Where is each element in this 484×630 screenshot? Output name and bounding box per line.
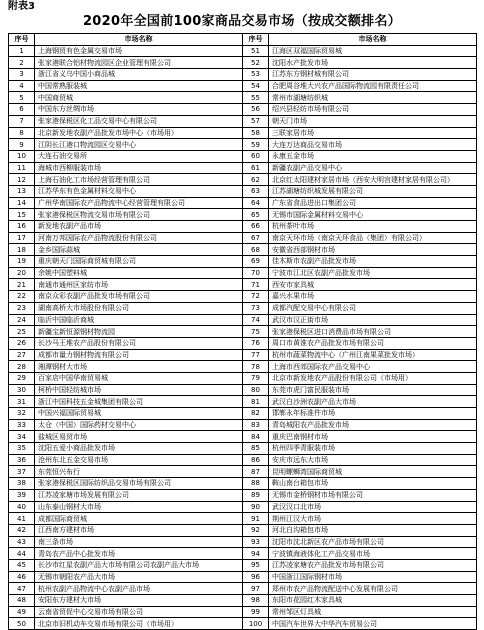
market-name: 湖南高桥大市场股份有限公司 bbox=[35, 302, 243, 314]
market-name: 昆明螺蛳湾国际商贸城 bbox=[269, 466, 477, 478]
rank-number: 100 bbox=[243, 618, 269, 630]
rank-number: 18 bbox=[9, 244, 35, 256]
rank-number: 40 bbox=[9, 501, 35, 513]
market-name: 江苏凌家塘市场发展有限公司 bbox=[35, 489, 243, 501]
market-name: 青岛农产品中心批发市场 bbox=[35, 548, 243, 560]
rank-number: 89 bbox=[243, 489, 269, 501]
rank-number: 2 bbox=[9, 57, 35, 69]
market-name: 周口市黄淮农产品批发市场有限公司 bbox=[269, 337, 477, 349]
rank-number: 91 bbox=[243, 513, 269, 525]
market-name: 金乡国际蒜城 bbox=[35, 244, 243, 256]
table-row bbox=[9, 524, 477, 536]
rank-number: 31 bbox=[9, 396, 35, 408]
market-name: 成都国际商贸城 bbox=[35, 513, 243, 525]
table-row bbox=[9, 174, 477, 186]
rank-number: 99 bbox=[243, 606, 269, 618]
table-row bbox=[9, 45, 477, 57]
market-name: 太仓（中国）国际药材交易中心 bbox=[35, 419, 243, 431]
rank-number: 69 bbox=[243, 256, 269, 268]
market-name: 郑州市农产品物流配送中心发展有限公司 bbox=[269, 583, 477, 595]
market-name: 临沂中国临沂商城 bbox=[35, 314, 243, 326]
rank-number: 98 bbox=[243, 595, 269, 607]
market-name: 杭州市蔬菜物流中心（广州江南果菜批发市场） bbox=[269, 349, 477, 361]
rank-number: 46 bbox=[9, 571, 35, 583]
table-row bbox=[9, 489, 477, 501]
column-header-no: 序号 bbox=[243, 34, 269, 46]
market-name: 宁波市江北区农副产品批发市场 bbox=[269, 267, 477, 279]
table-row bbox=[9, 314, 477, 326]
market-name: 中国兴福国际贸易城 bbox=[35, 408, 243, 420]
market-name: 云南省贸促中心交易市场有限公司 bbox=[35, 606, 243, 618]
table-row bbox=[9, 256, 477, 268]
rank-number: 76 bbox=[243, 337, 269, 349]
rank-number: 64 bbox=[243, 197, 269, 209]
market-name: 沈阳五爱小商品批发市场 bbox=[35, 443, 243, 455]
market-name: 沈阳水产批发市场 bbox=[269, 57, 477, 69]
rank-number: 79 bbox=[243, 372, 269, 384]
rank-number: 55 bbox=[243, 92, 269, 104]
market-name: 盐城区易贸市场 bbox=[35, 431, 243, 443]
rank-number: 27 bbox=[9, 349, 35, 361]
market-name: 杭州农副产品物流中心农副产品市场 bbox=[35, 583, 243, 595]
market-name: 河北白沟箱包市场 bbox=[269, 524, 477, 536]
market-name: 武汉白沙洲农副产品大市场 bbox=[269, 396, 477, 408]
rank-number: 97 bbox=[243, 583, 269, 595]
rank-number: 38 bbox=[9, 478, 35, 490]
market-name: 荆州江汉大市场 bbox=[269, 513, 477, 525]
rank-number: 92 bbox=[243, 524, 269, 536]
rank-number: 50 bbox=[9, 618, 35, 630]
market-name: 大连万达商品交易市场 bbox=[269, 139, 477, 151]
market-name: 常州市湖塘纺织城 bbox=[269, 92, 477, 104]
table-row bbox=[9, 104, 477, 116]
page-title: 2020年全国前100家商品交易市场（按成交额排名） bbox=[82, 14, 402, 29]
market-name: 北京新发地农副产品批发市场中心（市场用） bbox=[35, 127, 243, 139]
rank-number: 95 bbox=[243, 559, 269, 571]
table-row bbox=[9, 232, 477, 244]
market-name: 无锡市国际金属材料交易中心 bbox=[269, 209, 477, 221]
market-name: 成都市量力钢材物流有限公司 bbox=[35, 349, 243, 361]
table-row bbox=[9, 302, 477, 314]
rank-number: 84 bbox=[243, 431, 269, 443]
market-name: 合肥周谷堆大兴农产品国际物流园有限责任公司 bbox=[269, 80, 477, 92]
table-row bbox=[9, 150, 477, 162]
market-name: 江苏湖塘纺织城发展有限公司 bbox=[269, 185, 477, 197]
rank-number: 77 bbox=[243, 349, 269, 361]
table-row bbox=[9, 548, 477, 560]
rank-number: 7 bbox=[9, 115, 35, 127]
market-name: 新疆宝新恒源钢材物流园 bbox=[35, 326, 243, 338]
table-row bbox=[9, 466, 477, 478]
table-row bbox=[9, 69, 477, 81]
rank-number: 73 bbox=[243, 302, 269, 314]
rank-number: 78 bbox=[243, 361, 269, 373]
rank-number: 9 bbox=[9, 139, 35, 151]
table-row bbox=[9, 606, 477, 618]
market-name: 柯桥中国轻纺城市场 bbox=[35, 384, 243, 396]
table-row bbox=[9, 501, 477, 513]
market-name: 南通市通州区家纺市场 bbox=[35, 279, 243, 291]
table-row bbox=[9, 408, 477, 420]
table-row bbox=[9, 92, 477, 104]
market-name: 张家港联合铝材物流园区企业管理有限公司 bbox=[35, 57, 243, 69]
rank-number: 35 bbox=[9, 443, 35, 455]
market-name: 重庆朝天门国际商贸城有限公司 bbox=[35, 256, 243, 268]
table-row bbox=[9, 384, 477, 396]
market-name: 河南万邦国际农产品物流股份有限公司 bbox=[35, 232, 243, 244]
table-row bbox=[9, 431, 477, 443]
market-name: 江西南方建材市场 bbox=[35, 524, 243, 536]
rank-number: 75 bbox=[243, 326, 269, 338]
market-name: 嘉兴水果市场 bbox=[269, 291, 477, 303]
market-name: 沧州东北五金交易市场 bbox=[35, 454, 243, 466]
rank-number: 90 bbox=[243, 501, 269, 513]
rank-number: 67 bbox=[243, 232, 269, 244]
market-name: 湘潭钢材大市场 bbox=[35, 361, 243, 373]
table-row bbox=[9, 559, 477, 571]
rank-number: 86 bbox=[243, 454, 269, 466]
rank-number: 62 bbox=[243, 174, 269, 186]
rank-number: 14 bbox=[9, 197, 35, 209]
market-name: 广东省食品进出口集团公司 bbox=[269, 197, 477, 209]
market-name: 宁波镇海液体化工产品交易市场 bbox=[269, 548, 477, 560]
annex-label: 附表3 bbox=[8, 1, 35, 12]
rank-number: 56 bbox=[243, 104, 269, 116]
rank-number: 5 bbox=[9, 92, 35, 104]
rank-number: 65 bbox=[243, 209, 269, 221]
rank-number: 34 bbox=[9, 431, 35, 443]
rank-number: 68 bbox=[243, 244, 269, 256]
market-name: 西安市家具城 bbox=[269, 279, 477, 291]
table-row bbox=[9, 291, 477, 303]
market-name: 无锡市金桥钢材市场有限公司 bbox=[269, 489, 477, 501]
market-name: 永康五金市场 bbox=[269, 150, 477, 162]
market-name: 江苏华东有色金属材料交易中心 bbox=[35, 185, 243, 197]
rank-number: 8 bbox=[9, 127, 35, 139]
rank-number: 16 bbox=[9, 221, 35, 233]
rank-number: 30 bbox=[9, 384, 35, 396]
rank-number: 66 bbox=[243, 221, 269, 233]
rank-number: 33 bbox=[9, 419, 35, 431]
rank-number: 36 bbox=[9, 454, 35, 466]
rank-number: 28 bbox=[9, 361, 35, 373]
market-name: 北京市旧机动车交易市场有限公司（市场用） bbox=[35, 618, 243, 630]
rank-number: 60 bbox=[243, 150, 269, 162]
rank-number: 20 bbox=[9, 267, 35, 279]
rank-number: 29 bbox=[9, 372, 35, 384]
market-name: 东阳市花园红木家具城 bbox=[269, 595, 477, 607]
rank-number: 94 bbox=[243, 548, 269, 560]
market-name: 江阴长江港口物流园区交易中心 bbox=[35, 139, 243, 151]
market-name: 百家店中国华南贸易城 bbox=[35, 372, 243, 384]
market-name: 北京红太阳建材家居市场（西安大明宫建材家居有限公司） bbox=[269, 174, 477, 186]
rank-number: 1 bbox=[9, 45, 35, 57]
market-name: 中国东方丝绸市场 bbox=[35, 104, 243, 116]
ranking-table bbox=[8, 33, 477, 630]
market-name: 绍兴县轻纺市场有限公司 bbox=[269, 104, 477, 116]
market-name: 大连石油交易所 bbox=[35, 150, 243, 162]
market-name: 安徽省西部钢材市场 bbox=[269, 244, 477, 256]
table-row bbox=[9, 162, 477, 174]
column-header-name: 市场名称 bbox=[269, 34, 477, 46]
rank-number: 53 bbox=[243, 69, 269, 81]
rank-number: 6 bbox=[9, 104, 35, 116]
rank-number: 88 bbox=[243, 478, 269, 490]
market-name: 张家港保税区进口消费品市场有限公司 bbox=[269, 326, 477, 338]
market-name: 南三条市场 bbox=[35, 536, 243, 548]
rank-number: 63 bbox=[243, 185, 269, 197]
table-row bbox=[9, 571, 477, 583]
market-name: 中国常熟服装城 bbox=[35, 80, 243, 92]
rank-number: 70 bbox=[243, 267, 269, 279]
rank-number: 54 bbox=[243, 80, 269, 92]
table-row bbox=[9, 244, 477, 256]
rank-number: 72 bbox=[243, 291, 269, 303]
rank-number: 45 bbox=[9, 559, 35, 571]
rank-number: 22 bbox=[9, 291, 35, 303]
table-row bbox=[9, 326, 477, 338]
column-header-no: 序号 bbox=[9, 34, 35, 46]
table-row bbox=[9, 337, 477, 349]
rank-number: 15 bbox=[9, 209, 35, 221]
rank-number: 87 bbox=[243, 466, 269, 478]
rank-number: 47 bbox=[9, 583, 35, 595]
rank-number: 82 bbox=[243, 408, 269, 420]
rank-number: 21 bbox=[9, 279, 35, 291]
market-name: 上海市西郊国际农产品交易中心 bbox=[269, 361, 477, 373]
market-name: 张家港保税区化工品交易中心有限公司 bbox=[35, 115, 243, 127]
rank-number: 12 bbox=[9, 174, 35, 186]
market-name: 山东泰山钢材大市场 bbox=[35, 501, 243, 513]
table-row bbox=[9, 267, 477, 279]
market-name: 中国商贸城 bbox=[35, 92, 243, 104]
rank-number: 43 bbox=[9, 536, 35, 548]
table-row bbox=[9, 80, 477, 92]
market-name: 长沙马王堆农产品股份有限公司 bbox=[35, 337, 243, 349]
rank-number: 39 bbox=[9, 489, 35, 501]
market-name: 东莞恒兴布行 bbox=[35, 466, 243, 478]
rank-number: 51 bbox=[243, 45, 269, 57]
market-name: 中国浙江国际钢材市场 bbox=[269, 571, 477, 583]
market-name: 新疆农副产品交易中心 bbox=[269, 162, 477, 174]
rank-number: 19 bbox=[9, 256, 35, 268]
table-header-row bbox=[9, 34, 477, 46]
market-name: 常州邹区灯具城 bbox=[269, 606, 477, 618]
market-name: 江苏东方钢材城有限公司 bbox=[269, 69, 477, 81]
rank-number: 74 bbox=[243, 314, 269, 326]
rank-number: 52 bbox=[243, 57, 269, 69]
market-name: 沈阳市沈北新区农产品市场有限公司 bbox=[269, 536, 477, 548]
table-row bbox=[9, 583, 477, 595]
rank-number: 81 bbox=[243, 396, 269, 408]
market-name: 安庆市远东大市场 bbox=[269, 454, 477, 466]
rank-number: 17 bbox=[9, 232, 35, 244]
market-name: 武汉汉口北市场 bbox=[269, 501, 477, 513]
market-name: 长沙市红星农副产品大市场有限公司农副产品大市场 bbox=[35, 559, 243, 571]
rank-number: 24 bbox=[9, 314, 35, 326]
ranking-table-body bbox=[9, 45, 477, 629]
market-name: 三联家居市场 bbox=[269, 127, 477, 139]
table-row bbox=[9, 536, 477, 548]
market-name: 张家港保税区物流交易市场有限公司 bbox=[35, 209, 243, 221]
table-row bbox=[9, 197, 477, 209]
market-name: 成都汽配交易中心有限公司 bbox=[269, 302, 477, 314]
table-row bbox=[9, 57, 477, 69]
table-row bbox=[9, 185, 477, 197]
rank-number: 44 bbox=[9, 548, 35, 560]
rank-number: 57 bbox=[243, 115, 269, 127]
rank-number: 4 bbox=[9, 80, 35, 92]
market-name: 杭州四季青服装市场 bbox=[269, 443, 477, 455]
market-name: 海城市西柳服装市场 bbox=[35, 162, 243, 174]
market-name: 青岛城阳农产品批发市场 bbox=[269, 419, 477, 431]
rank-number: 26 bbox=[9, 337, 35, 349]
rank-number: 49 bbox=[9, 606, 35, 618]
market-name: 邯郸永年标准件市场 bbox=[269, 408, 477, 420]
rank-number: 61 bbox=[243, 162, 269, 174]
market-name: 张家港保税区国际纺织品交易市场有限公司 bbox=[35, 478, 243, 490]
rank-number: 93 bbox=[243, 536, 269, 548]
rank-number: 10 bbox=[9, 150, 35, 162]
table-row bbox=[9, 396, 477, 408]
table-row bbox=[9, 349, 477, 361]
market-name: 佳木斯市农副产品批发市场 bbox=[269, 256, 477, 268]
market-name: 重庆巴南钢材市场 bbox=[269, 431, 477, 443]
market-name: 江苏凌家塘农产品批发市场有限公司 bbox=[269, 559, 477, 571]
rank-number: 37 bbox=[9, 466, 35, 478]
table-row bbox=[9, 115, 477, 127]
market-name: 上海钢贸有色金属交易市场 bbox=[35, 45, 243, 57]
table-row bbox=[9, 139, 477, 151]
table-row bbox=[9, 595, 477, 607]
table-row bbox=[9, 127, 477, 139]
rank-number: 42 bbox=[9, 524, 35, 536]
table-row bbox=[9, 372, 477, 384]
table-row bbox=[9, 279, 477, 291]
market-name: 广州华南国际农产品物流中心经营管理有限公司 bbox=[35, 197, 243, 209]
rank-number: 3 bbox=[9, 69, 35, 81]
market-name: 安阳东方建材大市场 bbox=[35, 595, 243, 607]
market-name: 朝天门市场 bbox=[269, 115, 477, 127]
rank-number: 23 bbox=[9, 302, 35, 314]
table-row bbox=[9, 513, 477, 525]
rank-number: 32 bbox=[9, 408, 35, 420]
table-row bbox=[9, 419, 477, 431]
rank-number: 25 bbox=[9, 326, 35, 338]
rank-number: 85 bbox=[243, 443, 269, 455]
rank-number: 58 bbox=[243, 127, 269, 139]
market-name: 鞍山南台箱包市场 bbox=[269, 478, 477, 490]
rank-number: 41 bbox=[9, 513, 35, 525]
market-name: 中国汽车世界大中华汽车贸易公司 bbox=[269, 618, 477, 630]
market-name: 杭州茶叶市场 bbox=[269, 221, 477, 233]
table-row bbox=[9, 454, 477, 466]
rank-number: 48 bbox=[9, 595, 35, 607]
table-row bbox=[9, 443, 477, 455]
market-name: 武汉市汉正街市场 bbox=[269, 314, 477, 326]
market-name: 北京市新发地农产品股份有限公司（市场用） bbox=[269, 372, 477, 384]
market-name: 东莞市虎门富民服装市场 bbox=[269, 384, 477, 396]
table-row bbox=[9, 478, 477, 490]
rank-number: 71 bbox=[243, 279, 269, 291]
market-name: 上海石油化工市场经营管理有限公司 bbox=[35, 174, 243, 186]
table-row bbox=[9, 209, 477, 221]
market-name: 新发地农副产品市场 bbox=[35, 221, 243, 233]
rank-number: 96 bbox=[243, 571, 269, 583]
market-name: 南京天环市场（南京天环食品（集团）有限公司） bbox=[269, 232, 477, 244]
market-name: 浙江省义乌中国小商品城 bbox=[35, 69, 243, 81]
table-row bbox=[9, 221, 477, 233]
market-name: 江海区双福国际贸易城 bbox=[269, 45, 477, 57]
market-name: 余姚中国塑料城 bbox=[35, 267, 243, 279]
table-row bbox=[9, 618, 477, 630]
rank-number: 59 bbox=[243, 139, 269, 151]
column-header-name: 市场名称 bbox=[35, 34, 243, 46]
market-name: 无锡市朝阳农产品大市场 bbox=[35, 571, 243, 583]
rank-number: 80 bbox=[243, 384, 269, 396]
rank-number: 13 bbox=[9, 185, 35, 197]
table-row bbox=[9, 361, 477, 373]
rank-number: 83 bbox=[243, 419, 269, 431]
rank-number: 11 bbox=[9, 162, 35, 174]
market-name: 浙江中国科技五金城集团有限公司 bbox=[35, 396, 243, 408]
market-name: 南京众彩农副产品批发市场有限公司 bbox=[35, 291, 243, 303]
